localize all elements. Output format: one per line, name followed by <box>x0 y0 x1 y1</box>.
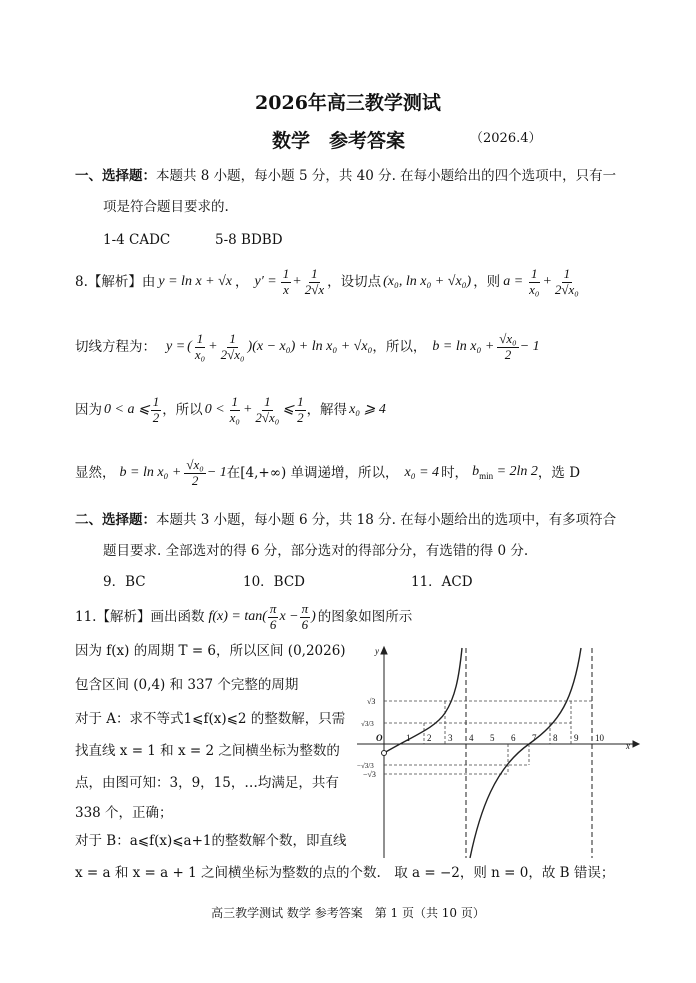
section1-desc-line2: 项是符合题目要求的. <box>103 199 229 215</box>
q8-conclusion-line: 显然， b = ln x₀ + $\frac{\text{√x₀}}{2}$ − 1 在[4,+∞) 单调递增，所以， x₀ = 4 时， $b_{min} = 2\ln$ 2 ，选 D <box>75 456 581 488</box>
page-subtitle: 数学 参考答案 <box>272 130 406 152</box>
q8-tangent-line: 切线方程为： y = ( $\frac{1}{\text{x₀}}$ + $\frac{1}{\text{2√x₀}}$ ) (x − x₀) + ln x₀ + √x₀ ，所以， b = ln x₀ + $\frac{\text{√x₀}}{2}$ − 1 <box>75 330 540 362</box>
section2-desc-line2: 题目要求. 全部选对的得 6 分，部分选对的得部分分，有选错的得 0 分. <box>103 543 529 559</box>
x-tick-9: 9 <box>574 733 579 743</box>
section2-answer-9: 9．BC <box>103 574 146 590</box>
q11-line-8: x = a 和 x = a + 1 之间横坐标为整数的点的个数. 取 a = −2，则 n = 0，故 B 错误； <box>75 865 615 881</box>
x-tick-7: 7 <box>532 733 537 743</box>
q11-line-6: 338 个，正确； <box>75 805 173 821</box>
x-tick-8: 8 <box>553 733 558 743</box>
y-tick-neg-sqrt3-3: −√3/3 <box>357 762 374 770</box>
x-axis-arrow <box>633 741 639 747</box>
q11-line-5: 点，由图可知：3，9，15，…均满足，共有 <box>75 775 339 791</box>
section1-desc-line1: 一、选择题：本题共 8 小题，每小题 5 分，共 40 分. 在每小题给出的四个选项中，只有一 <box>75 168 617 184</box>
tan-branch-2 <box>470 648 581 858</box>
q11-head: 11.【解析】画出函数 f(x) = tan( $\frac{\pi}{6}$ x − $\frac{\pi}{6}$ ) 的图象如图所示 <box>75 600 413 632</box>
exam-date: （2026.4） <box>470 131 542 146</box>
origin-label: O <box>376 733 383 743</box>
q11-line-1: 因为 f(x) 的周期 T = 6，所以区间 (0,2026) <box>75 643 346 659</box>
x-tick-10: 10 <box>595 733 604 743</box>
page-title: 2026年高三教学测试 <box>255 92 441 114</box>
x-tick-6: 6 <box>511 733 516 743</box>
x-tick-5: 5 <box>490 733 495 743</box>
q11-line-3: 对于 A：求不等式1⩽f(x)⩽2 的整数解，只需 <box>75 711 346 727</box>
section1-answer-1: 1-4 CADC <box>103 232 171 248</box>
tangent-function-graph <box>355 640 645 862</box>
q11-line-2: 包含区间 (0,4) 和 337 个完整的周期 <box>75 677 299 693</box>
section1-answer-2: 5-8 BDBD <box>215 232 283 248</box>
x-tick-1: 1 <box>406 733 411 743</box>
y-tick-sqrt3: √3 <box>367 697 376 706</box>
y-axis-label: y <box>375 646 379 656</box>
x-tick-4: 4 <box>469 733 474 743</box>
open-point-origin <box>382 751 387 756</box>
q8-inequality-line: 因为 0 < a ⩽ $\frac{1}{2}$ ，所以 0 < $\frac{1}{\text{x₀}}$ + $\frac{1}{\text{2√x₀}}$ ⩽ $\frac{1}{2}$ ，解得 x₀ ⩾ 4 <box>75 393 386 425</box>
x-tick-3: 3 <box>448 733 453 743</box>
section2-label: 二、选择题： <box>75 512 156 528</box>
section2-answer-10: 10．BCD <box>243 574 306 590</box>
y-tick-neg-sqrt3: −√3 <box>363 770 376 779</box>
y-tick-sqrt3-3: √3/3 <box>361 720 374 728</box>
q11-line-4: 找直线 x = 1 和 x = 2 之间横坐标为整数的 <box>75 743 340 759</box>
q11-line-7: 对于 B：a⩽f(x)⩽a+1的整数解个数，即直线 <box>75 833 347 849</box>
section2-answer-11: 11．ACD <box>411 574 473 590</box>
q8-line1: 8.【解析】由 y = ln x + √x ， y′ = $\frac{1}{x}$ + $\frac{1}{2√x}$ ，设切点 (x₀, ln x₀ + √x₀) ，则 a = $\frac{1}{\text{x₀}}$ + $\frac{1}{\text{2√x₀}}$ <box>75 265 579 297</box>
x-tick-2: 2 <box>427 733 432 743</box>
section1-label: 一、选择题： <box>75 168 156 184</box>
x-axis-label: x <box>626 741 630 751</box>
page-footer: 高三教学测试 数学 参考答案 第 1 页（共 10 页） <box>211 906 485 920</box>
y-axis-arrow <box>381 647 387 654</box>
section2-desc-line1: 二、选择题：本题共 3 小题，每小题 6 分，共 18 分. 在每小题给出的选项中，有多项符合 <box>75 512 617 528</box>
